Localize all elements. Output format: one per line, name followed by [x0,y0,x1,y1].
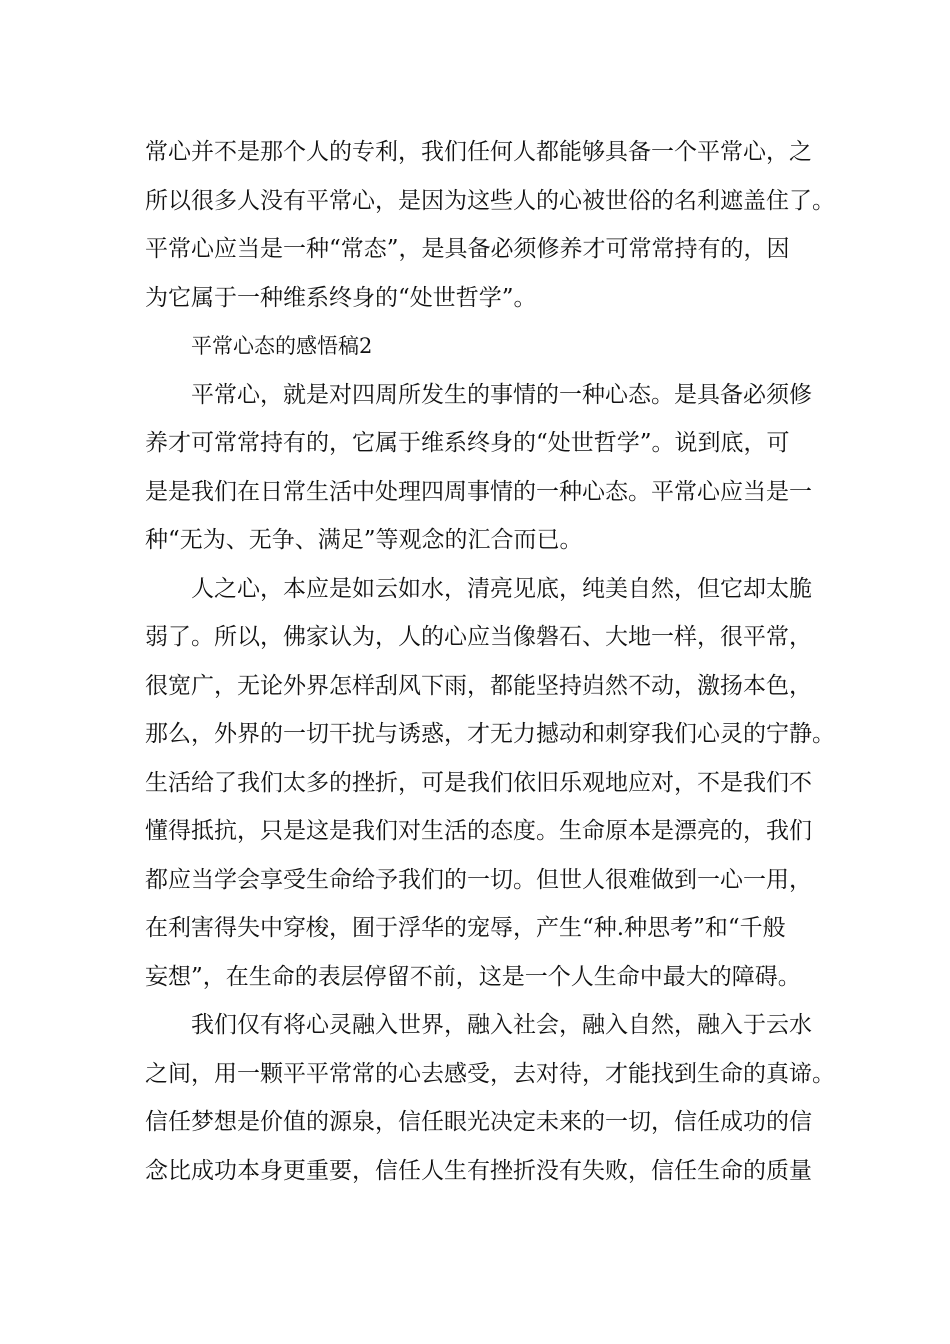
text-line: 种“无为、无争、满足”等观念的汇合而已。 [145,527,583,553]
text-line: 弱了。所以，佛家认为，人的心应当像磐石、大地一样，很平常， [145,624,812,650]
text-line: 常心并不是那个人的专利，我们任何人都能够具备一个平常心，之 [145,139,812,165]
text-line: 念比成功本身更重要，信任人生有挫折没有失败，信任生命的质量 [145,1157,812,1184]
text-line: 懂得抵抗，只是这是我们对生活的态度。生命原本是漂亮的，我们 [145,818,812,844]
text-line: 妄想”，在生命的表层停留不前，这是一个人生命中最大的障碍。 [145,963,801,990]
text-line: 之间，用一颗平平常常的心去感受，去对待，才能找到生命的真谛。 [145,1060,835,1087]
text-line: 养才可常常持有的，它属于维系终身的“处世哲学”。说到底，可 [145,430,790,456]
text-line: 是是我们在日常生活中处理四周事情的一种心态。平常心应当是一 [145,478,812,505]
text-line: 信任梦想是价值的源泉，信任眼光决定未来的一切，信任成功的信 [145,1109,812,1135]
text-line: 人之心，本应是如云如水，清亮见底，纯美自然，但它却太脆 [191,575,812,602]
text-line: 生活给了我们太多的挫折，可是我们依旧乐观地应对，不是我们不 [145,769,812,796]
section-heading: 平常心态的感悟稿2 [191,334,373,358]
text-line: 平常心，就是对四周所发生的事情的一种心态。是具备必须修 [191,381,812,408]
text-line: 都应当学会享受生命给予我们的一切。但世人很难做到一心一用， [145,866,812,893]
text-line: 那么，外界的一切干扰与诱惑，才无力撼动和刺穿我们心灵的宁静。 [145,721,835,747]
text-line: 为它属于一种维系终身的“处世哲学”。 [145,284,537,311]
text-line: 在利害得失中穿梭，囿于浮华的宠辱，产生“种.种思考”和“千般 [145,915,786,941]
text-line: 很宽广，无论外界怎样刮风下雨，都能坚持岿然不动，激扬本色， [145,672,812,699]
text-line: 所以很多人没有平常心，是因为这些人的心被世俗的名利遮盖住了。 [145,187,835,214]
text-line: 我们仅有将心灵融入世界，融入社会，融入自然，融入于云水 [191,1012,812,1038]
body-text [145,128,835,1195]
text-line: 平常心应当是一种“常态”，是具备必须修养才可常常持有的，因 [145,236,790,262]
